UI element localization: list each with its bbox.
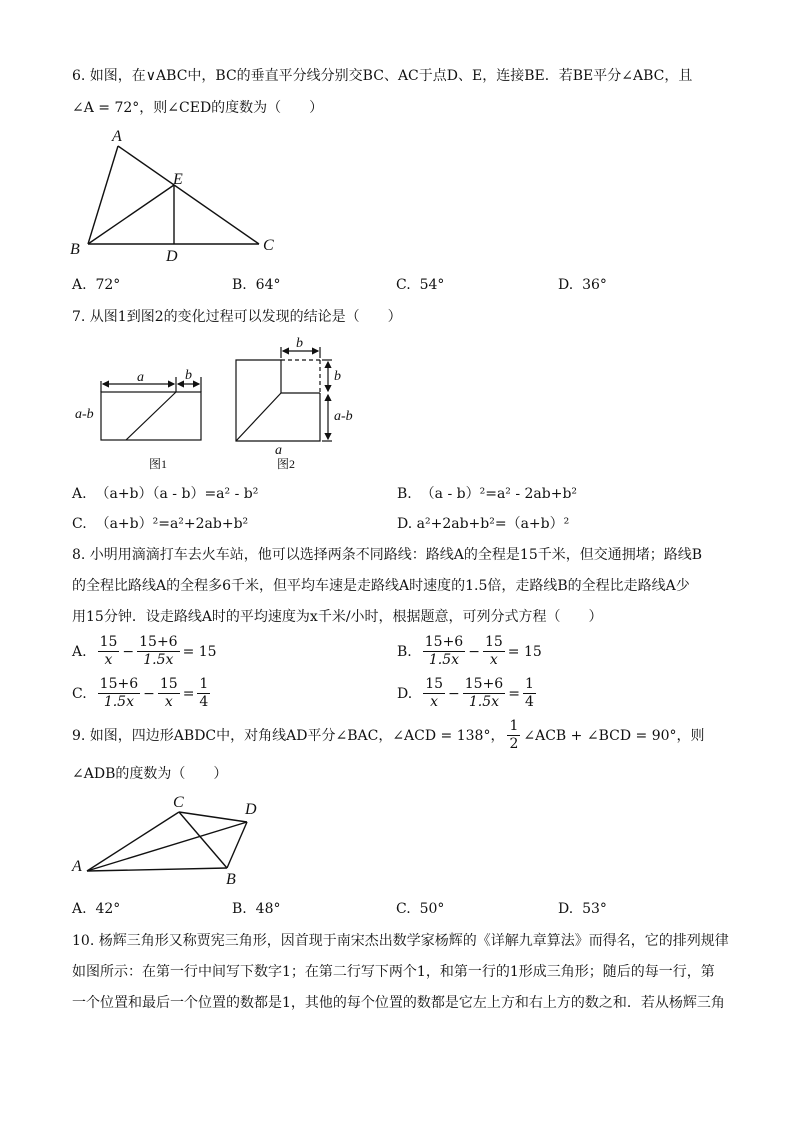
q8-option-d[interactable]: D. $\frac{15}{x}$ − $\frac{15+6}{1.5x}$ = $\frac{1}{4}$: [397, 676, 534, 710]
q9-label-B: B: [226, 871, 236, 888]
q8-stem-line1: 8. 小明用滴滴打车去火车站，他可以选择两条不同路线：路线A的全程是15千米，但交通拥堵；路线B: [72, 547, 703, 563]
q9-label-A: A: [72, 858, 82, 875]
q10-stem-line3: 一个位置和最后一个位置的数都是1，其他的每个位置的数都是它左上方和右上方的数之和．若从杨辉三角: [72, 995, 725, 1011]
q6-label-C: C: [263, 237, 274, 254]
q6-label-E: E: [173, 171, 183, 188]
q8-option-a[interactable]: A. $\frac{15}{x}$ − $\frac{15+6}{1.5x}$ = 15: [72, 634, 217, 668]
q9-option-d[interactable]: D. 53°: [558, 901, 607, 917]
fig1-caption: 图1: [149, 457, 168, 471]
q8-option-b[interactable]: B. $\frac{15+6}{1.5x}$ − $\frac{15}{x}$ = 15: [397, 634, 542, 668]
q6-stem-line1: 6. 如图，在∨ABC中，BC的垂直平分线分别交BC、AC于点D、E，连接BE．若BE平分∠ABC，且: [72, 68, 693, 84]
q6-option-d[interactable]: D. 36°: [558, 277, 607, 293]
q9-quadrilateral-figure: [66, 790, 276, 890]
fig1-label-side: a-b: [75, 407, 94, 422]
q8d-frac2: $\frac{15+6}{1.5x}$: [464, 676, 504, 710]
q7-figures: [70, 334, 370, 476]
q7-option-a[interactable]: A. （a+b）（a - b）=a² - b²: [72, 486, 259, 502]
q8b-frac2: $\frac{15}{x}$: [484, 634, 503, 668]
fig2-label-side: a-b: [334, 409, 353, 424]
q9-label-C: C: [173, 794, 184, 811]
q8c-frac1: $\frac{15+6}{1.5x}$: [99, 676, 139, 710]
q7-option-c[interactable]: C. （a+b）²=a²+2ab+b²: [72, 516, 249, 532]
q8c-rhs: $\frac{1}{4}$: [199, 676, 209, 710]
q7-option-b[interactable]: B. （a - b）²=a² - 2ab+b²: [397, 486, 578, 502]
q6-label-A: A: [112, 128, 122, 145]
q8d-frac1: $\frac{15}{x}$: [425, 676, 444, 710]
fig1-label-b: b: [185, 368, 192, 383]
q8d-rhs: $\frac{1}{4}$: [524, 676, 534, 710]
q7-option-d[interactable]: D. a²+2ab+b²=（a+b）²: [397, 516, 570, 532]
fig2-label-b-right: b: [334, 369, 341, 384]
q6-option-a[interactable]: A. 72°: [72, 277, 121, 293]
fig1-label-a: a: [137, 370, 144, 385]
q9-label-D: D: [245, 801, 257, 818]
q6-option-b[interactable]: B. 64°: [232, 277, 281, 293]
fig2-label-b-top: b: [296, 336, 303, 351]
q6-label-B: B: [70, 241, 80, 258]
q6-option-c[interactable]: C. 54°: [396, 277, 445, 293]
q8-stem-line3: 用15分钟．设走路线A时的平均速度为x千米/小时，根据题意，可列分式方程（ ）: [72, 609, 603, 625]
q6-stem-line2: ∠A = 72°，则∠CED的度数为（ ）: [72, 100, 324, 116]
q9-option-b[interactable]: B. 48°: [232, 901, 281, 917]
q8a-frac1: $\frac{15}{x}$: [99, 634, 118, 668]
q9-option-a[interactable]: A. 42°: [72, 901, 121, 917]
q6-triangle-figure: [66, 126, 296, 266]
q9-half-frac: $\frac{1}{2}$: [509, 718, 519, 752]
fig2-label-a: a: [275, 443, 282, 458]
q6-label-D: D: [166, 248, 178, 265]
q9-stem-line1: 9. 如图，四边形ABDC中，对角线AD平分∠BAC，∠ACD = 138°， $\frac{1}{2}$ ∠ACB + ∠BCD = 90°，则: [72, 718, 705, 752]
fig2-caption: 图2: [277, 457, 296, 471]
q10-stem-line1: 10. 杨辉三角形又称贾宪三角形，因首现于南宋杰出数学家杨辉的《详解九章算法》而得名，它的排列规律: [72, 933, 729, 949]
q8-stem-line2: 的全程比路线A的全程多6千米，但平均车速是走路线A时速度的1.5倍，走路线B的全程比走路线A少: [72, 578, 690, 594]
q8b-frac1: $\frac{15+6}{1.5x}$: [424, 634, 464, 668]
q7-stem: 7. 从图1到图2的变化过程可以发现的结论是（ ）: [72, 309, 402, 325]
q8a-frac2: $\frac{15+6}{1.5x}$: [139, 634, 178, 668]
q9-option-c[interactable]: C. 50°: [396, 901, 445, 917]
q9-stem-line2: ∠ADB的度数为（ ）: [72, 766, 228, 782]
q10-stem-line2: 如图所示：在第一行中间写下数字1；在第二行写下两个1，和第一行的1形成三角形；随后的每一行，第: [72, 964, 715, 980]
q8c-frac2: $\frac{15}{x}$: [159, 676, 178, 710]
q8-option-c[interactable]: C. $\frac{15+6}{1.5x}$ − $\frac{15}{x}$ = $\frac{1}{4}$: [72, 676, 209, 710]
